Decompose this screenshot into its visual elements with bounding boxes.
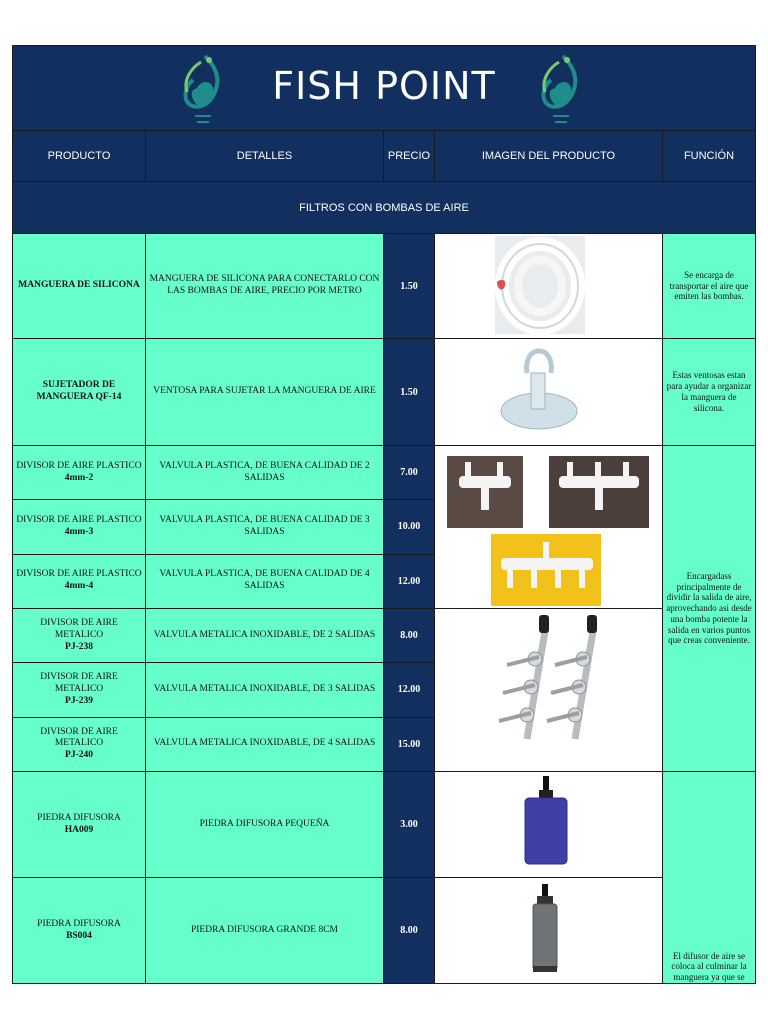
table-row <box>13 234 756 339</box>
product-price: 3.00 <box>384 772 435 878</box>
product-name-line1: DIVISOR DE AIRE METALICO <box>40 617 118 640</box>
product-function: Se encarga de transportar el aire que emiten las bombas. <box>663 234 756 339</box>
brand-title: FISH POINT <box>272 64 496 108</box>
header-producto: PRODUCTO <box>13 131 146 182</box>
product-code: PJ-240 <box>65 750 93 761</box>
product-details: VALVULA PLASTICA, DE BUENA CALIDAD DE 2 SALIDAS <box>146 446 384 500</box>
price-sheet <box>12 45 755 984</box>
product-details: VALVULA METALICA INOXIDABLE, DE 3 SALIDAS <box>146 663 384 717</box>
fish-logo-icon <box>533 52 589 126</box>
product-code: PJ-239 <box>65 695 93 706</box>
plastic-valves-image <box>435 446 663 608</box>
header-row <box>13 131 756 182</box>
product-price: 8.00 <box>384 878 435 984</box>
product-image-cell <box>435 234 663 339</box>
product-name-line1: DIVISOR DE AIRE METALICO <box>40 726 118 749</box>
product-code: 4mm-4 <box>64 581 94 592</box>
price-table <box>12 45 756 984</box>
product-details: VALVULA PLASTICA, DE BUENA CALIDAD DE 3 SALIDAS <box>146 500 384 554</box>
product-details: VALVULA METALICA INOXIDABLE, DE 4 SALIDAS <box>146 717 384 771</box>
table-row <box>13 339 756 446</box>
product-price: 10.00 <box>384 500 435 554</box>
product-details: MANGUERA DE SILICONA PARA CONECTARLO CON LAS BOMBAS DE AIRE, PRECIO POR METRO <box>146 234 384 339</box>
product-code: 4mm-2 <box>64 472 94 483</box>
product-name-line1: DIVISOR DE AIRE PLASTICO <box>16 515 142 526</box>
large-air-stone-image <box>435 878 663 983</box>
product-price: 15.00 <box>384 717 435 771</box>
brand-banner <box>13 46 756 131</box>
product-details: VENTOSA PARA SUJETAR LA MANGUERA DE AIRE <box>146 339 384 446</box>
table-row <box>13 446 756 500</box>
product-name <box>13 717 146 771</box>
product-name <box>13 772 146 878</box>
product-name-line1: DIVISOR DE AIRE METALICO <box>40 672 118 695</box>
product-code: HA009 <box>64 824 94 835</box>
product-name <box>13 554 146 608</box>
product-image-cell <box>435 339 663 446</box>
header-precio: PRECIO <box>384 131 435 182</box>
table-row <box>13 878 756 984</box>
product-name <box>13 609 146 663</box>
metal-valves-image <box>435 609 663 771</box>
product-name-line1: DIVISOR DE AIRE PLASTICO <box>16 460 142 471</box>
product-details: PIEDRA DIFUSORA PEQUEÑA <box>146 772 384 878</box>
suction-cup-image <box>435 339 663 445</box>
product-function: Estas ventosas estan para ayudar a organizar la manguera de silicona. <box>663 339 756 446</box>
table-row <box>13 772 756 878</box>
product-name <box>13 663 146 717</box>
product-details: VALVULA PLASTICA, DE BUENA CALIDAD DE 4 SALIDAS <box>146 554 384 608</box>
product-name-line1: PIEDRA DIFUSORA <box>37 918 121 929</box>
product-price: 7.00 <box>384 446 435 500</box>
product-price: 8.00 <box>384 609 435 663</box>
product-name-line1: DIVISOR DE AIRE PLASTICO <box>16 569 142 580</box>
product-details: VALVULA METALICA INOXIDABLE, DE 2 SALIDAS <box>146 609 384 663</box>
product-function: Encargadass principalmente de dividir la salida de aire, aprovechando asi desde una bomba potente la salida en varios puntos que creas conveniente. <box>663 446 756 772</box>
product-price: 1.50 <box>384 234 435 339</box>
product-code: BS004 <box>66 930 92 941</box>
product-image-cell <box>435 878 663 984</box>
product-price: 12.00 <box>384 554 435 608</box>
product-code: 4mm-3 <box>64 526 94 537</box>
product-price: 1.50 <box>384 339 435 446</box>
section-title: FILTROS CON BOMBAS DE AIRE <box>13 182 756 234</box>
product-image-cell <box>435 609 663 772</box>
silicone-hose-image <box>435 234 663 338</box>
product-code: PJ-238 <box>65 641 93 652</box>
header-detalles: DETALLES <box>146 131 384 182</box>
product-name <box>13 878 146 984</box>
product-price: 12.00 <box>384 663 435 717</box>
header-imagen: IMAGEN DEL PRODUCTO <box>435 131 663 182</box>
product-image-cell <box>435 446 663 609</box>
product-name <box>13 446 146 500</box>
product-name: SUJETADOR DE MANGUERA QF-14 <box>13 339 146 446</box>
product-name-line1: PIEDRA DIFUSORA <box>37 812 121 823</box>
product-image-cell <box>435 772 663 878</box>
header-funcion: FUNCIÓN <box>663 131 756 182</box>
small-air-stone-image <box>435 772 663 877</box>
product-function: El difusor de aire se coloca al culminar la manguera ya que se <box>663 772 756 984</box>
product-details: PIEDRA DIFUSORA GRANDE 8CM <box>146 878 384 984</box>
product-name: MANGUERA DE SILICONA <box>13 234 146 339</box>
section-row <box>13 182 756 234</box>
product-name <box>13 500 146 554</box>
table-row <box>13 609 756 663</box>
